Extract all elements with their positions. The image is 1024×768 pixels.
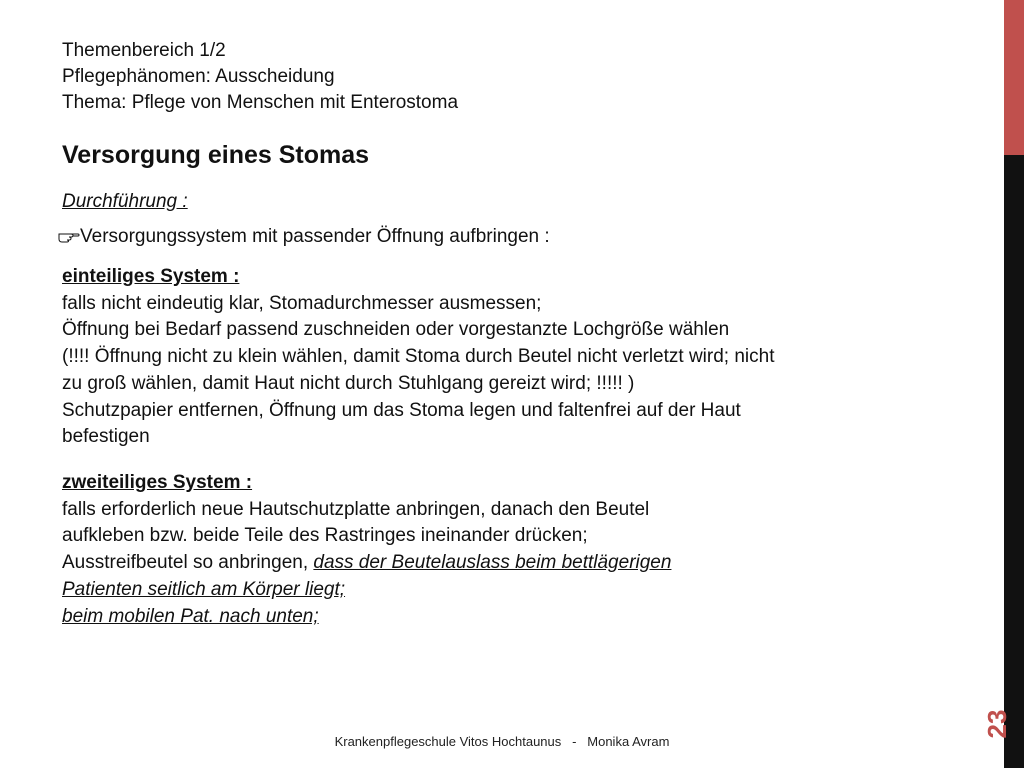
text-line: falls nicht eindeutig klar, Stomadurchmesser ausmessen; [62,292,542,314]
side-bar-dark [1004,155,1024,768]
header-phenomenon: Pflegephänomen: Ausscheidung [62,66,335,87]
section-heading: zweiteiliges System : [62,472,253,493]
text-line: falls erforderlich neue Hautschutzplatte anbringen, danach den Beutel [62,498,650,520]
header-theme: Thema: Pflege von Menschen mit Enterostoma [62,92,459,113]
section-two-part-system [62,470,942,630]
text-line: beim mobilen Pat. nach unten; [62,605,319,627]
text-plain: Ausstreifbeutel so anbringen, [62,552,314,574]
pointing-hand-icon [58,227,80,241]
text-line [62,550,942,577]
text-line: befestigen [62,426,150,448]
text-line: aufkleben bzw. beide Teile des Rastringes ineinander drücken; [62,525,588,547]
page-number: 23 [982,709,1012,739]
header-topic: Themenbereich 1/2 [62,40,226,61]
header [62,38,458,116]
text-line: Schutzpapier entfernen, Öffnung um das Stoma legen und faltenfrei auf der Haut [62,399,741,421]
text-emphasis: dass der Beutelauslass beim bettlägerigen [313,552,672,574]
footer: Krankenpflegeschule Vitos Hochtaunus - Monika Avram [334,734,670,749]
section-single-system [62,264,942,451]
text-line: Patienten seitlich am Körper liegt; [62,578,346,600]
text-line: (!!!! Öffnung nicht zu klein wählen, damit Stoma durch Beutel nicht verletzt wird; nicht [62,346,775,368]
instruction [58,226,550,248]
text-line: Öffnung bei Bedarf passend zuschneiden oder vorgestanzte Lochgröße wählen [62,319,730,341]
slide-title: Versorgung eines Stomas [62,141,370,169]
instruction-text: Versorgungssystem mit passender Öffnung aufbringen : [80,226,550,247]
text-line: zu groß wählen, damit Haut nicht durch Stuhlgang gereizt wird; !!!!! ) [62,372,635,394]
subheading: Durchführung : [62,191,188,212]
section-heading: einteiliges System : [62,266,240,287]
side-bar-accent [1004,0,1024,155]
